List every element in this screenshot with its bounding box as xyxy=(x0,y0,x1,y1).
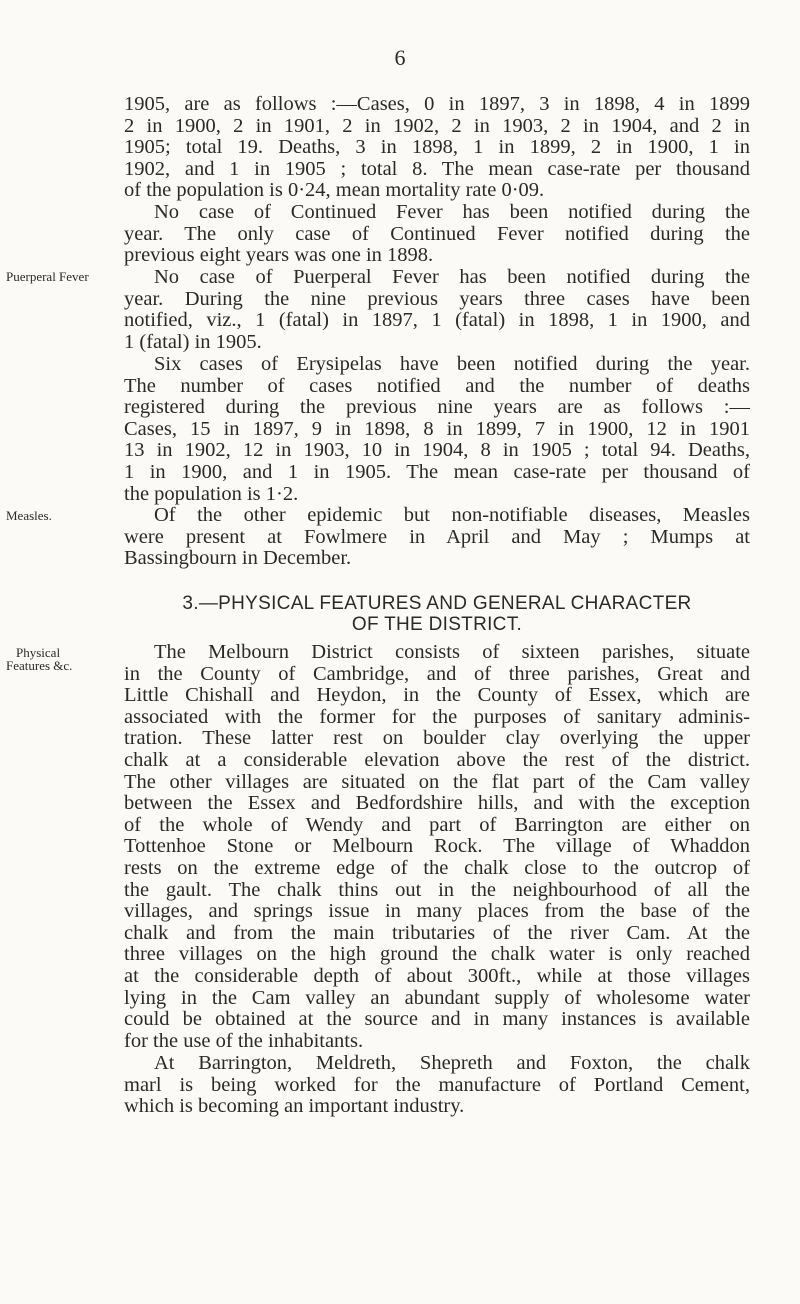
text-line: marl is being worked for the manufacture of Portland Cement, xyxy=(124,1074,750,1096)
text-line: Of the other epidemic but non-notifiable diseases, Measles xyxy=(154,505,750,526)
text-line: rests on the extreme edge of the chalk close to the outcrop of xyxy=(124,857,750,879)
paragraph-puerperal-fever xyxy=(124,267,750,353)
text-line: 1905; total 19. Deaths, 3 in 1898, 1 in 1899, 2 in 1900, 1 in xyxy=(124,137,750,159)
section-heading-line-2: OF THE DISTRICT. xyxy=(351,614,523,635)
text-line: at the considerable depth of about 300ft., while at those villages xyxy=(124,965,750,987)
text-line: notified, viz., 1 (fatal) in 1897, 1 (fatal) in 1898, 1 in 1900, and xyxy=(124,310,750,332)
text-line: 13 in 1902, 12 in 1903, 10 in 1904, 8 in 1905 ; total 94. Deaths, xyxy=(124,440,750,462)
text-line: 1902, and 1 in 1905 ; total 8. The mean case-rate per thousand xyxy=(124,158,750,180)
text-line: which is becoming an important industry. xyxy=(124,1096,465,1118)
text-line: between the Essex and Bedfordshire hills, and with the exception xyxy=(124,793,750,815)
text-line: lying in the Cam valley an abundant supply of wholesome water xyxy=(124,987,750,1009)
text-line: 1905, are as follows :—Cases, 0 in 1897, 3 in 1898, 4 in 1899 xyxy=(124,94,750,115)
margin-note-puerperal-fever: Puerperal Fever xyxy=(6,269,89,284)
text-line: 2 in 1900, 2 in 1901, 2 in 1902, 2 in 1903, 2 in 1904, and 2 in xyxy=(124,115,750,137)
text-line: chalk and from the main tributaries of the river Cam. At the xyxy=(124,922,750,944)
margin-note-line: Features &c. xyxy=(6,658,73,673)
text-line: registered during the previous nine years are as follows :— xyxy=(124,397,750,419)
paragraph-district-description xyxy=(124,642,750,1052)
paragraph-measles xyxy=(124,505,750,570)
text-line: the gault. The chalk thins out in the neighbourhood of all the xyxy=(124,879,750,901)
text-line: tration. These latter rest on boulder clay overlying the upper xyxy=(124,728,750,750)
text-line: The number of cases notified and the number of deaths xyxy=(124,375,750,397)
page-number: 6 xyxy=(394,45,406,70)
paragraph-continued-fever xyxy=(124,202,750,267)
paragraph-erysipelas xyxy=(124,354,750,505)
text-line: Cases, 15 in 1897, 9 in 1898, 8 in 1899, 7 in 1900, 12 in 1901 xyxy=(124,418,750,440)
text-line: the population is 1·2. xyxy=(124,483,299,505)
text-line: At Barrington, Meldreth, Shepreth and Foxton, the chalk xyxy=(154,1053,750,1074)
text-line: of the population is 0·24, mean mortality rate 0·09. xyxy=(124,180,545,202)
text-line: 1 in 1900, and 1 in 1905. The mean case-rate per thousand of xyxy=(124,461,750,483)
text-line: for the use of the inhabitants. xyxy=(124,1030,364,1052)
text-line: previous eight years was one in 1898. xyxy=(124,245,434,267)
text-line: villages, and springs issue in many places from the base of the xyxy=(124,901,750,923)
margin-note-measles: Measles. xyxy=(6,508,52,523)
text-line: Six cases of Erysipelas have been notified during the year. xyxy=(154,354,750,375)
text-line: The other villages are situated on the flat part of the Cam valley xyxy=(124,771,750,793)
paragraph-portland-cement xyxy=(124,1053,750,1118)
text-line: The Melbourn District consists of sixteen parishes, situate xyxy=(154,642,750,663)
text-line: Tottenhoe Stone or Melbourn Rock. The village of Whaddon xyxy=(124,836,750,858)
text-line: No case of Continued Fever has been notified during the xyxy=(154,202,750,223)
text-line: 1 (fatal) in 1905. xyxy=(124,331,262,353)
margin-note-line: Physical xyxy=(16,645,61,660)
text-line: associated with the former for the purposes of sanitary adminis- xyxy=(124,706,750,728)
text-line: Bassingbourn in December. xyxy=(124,548,352,570)
text-line: year. The only case of Continued Fever notified during the xyxy=(124,223,750,245)
text-line: chalk at a considerable elevation above the rest of the district. xyxy=(124,749,750,771)
text-line: were present at Fowlmere in April and May ; Mumps at xyxy=(124,526,750,548)
paragraph-enteric-stats xyxy=(124,94,750,202)
section-heading xyxy=(124,593,750,635)
text-line: of the whole of Wendy and part of Barrington are either on xyxy=(124,814,750,836)
margin-note-physical-features xyxy=(6,646,118,672)
text-line: year. During the nine previous years three cases have been xyxy=(124,288,750,310)
text-line: in the County of Cambridge, and of three parishes, Great and xyxy=(124,663,750,685)
section-heading-line-1: 3.—PHYSICAL FEATURES AND GENERAL CHARACTER xyxy=(182,593,692,614)
text-line: Little Chishall and Heydon, in the County of Essex, which are xyxy=(124,685,750,707)
text-line: three villages on the high ground the chalk water is only reached xyxy=(124,944,750,966)
text-line: No case of Puerperal Fever has been notified during the xyxy=(154,267,750,288)
text-line: could be obtained at the source and in many instances is available xyxy=(124,1009,750,1031)
